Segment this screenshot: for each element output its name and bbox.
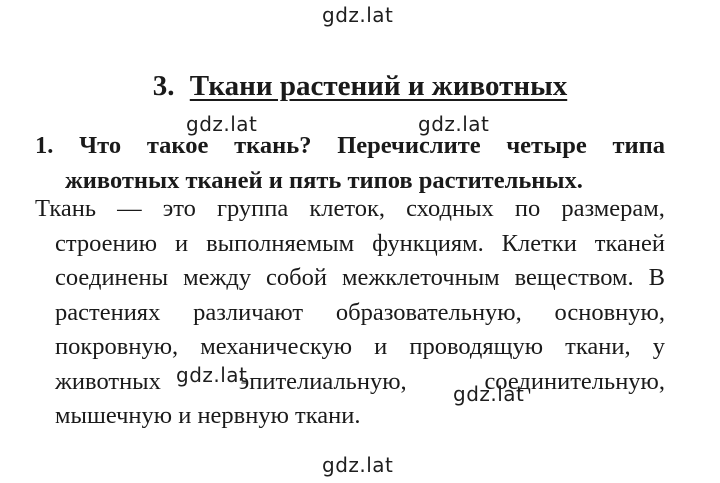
- answer-word: соединительную,: [484, 367, 665, 395]
- answer-line: [35, 192, 665, 227]
- answer-word: размерам,: [561, 195, 665, 222]
- answer-word: это: [162, 195, 196, 222]
- answer-line: [35, 365, 665, 400]
- answer-word: межклеточным: [341, 264, 500, 291]
- answer-word: выполняемым: [206, 229, 355, 257]
- answer-word: строению: [55, 229, 158, 257]
- answer-word: у: [652, 333, 665, 360]
- question-word: типа: [612, 132, 665, 159]
- question-word: такое: [146, 132, 209, 159]
- answer-word: —: [117, 195, 142, 222]
- answer-line: мышечную и нервную ткани.: [55, 402, 361, 429]
- answer-word: функциям.: [372, 229, 484, 257]
- watermark: gdz.lat: [186, 112, 258, 136]
- question-word: Перечислите: [337, 132, 481, 159]
- answer-word: сходных: [406, 195, 494, 222]
- answer-word: между: [183, 264, 252, 291]
- answer-word: растениях: [55, 298, 161, 326]
- section-number: 3.: [152, 70, 175, 102]
- answer-word: проводящую: [409, 333, 544, 360]
- answer-word: различают: [193, 298, 304, 326]
- watermark: gdz.lat: [176, 363, 248, 387]
- answer-word: Клетки: [501, 229, 577, 257]
- answer-word: и: [374, 333, 388, 360]
- question-word: четыре: [506, 132, 587, 159]
- watermark: gdz.lat: [453, 382, 525, 406]
- answer-word: образовательную,: [335, 298, 522, 326]
- watermark: gdz.lat: [322, 453, 394, 477]
- answer-word: собой: [266, 264, 327, 291]
- section-title: Ткани растений и животных: [189, 70, 568, 102]
- answer-word: В: [648, 264, 665, 291]
- answer-line: [35, 296, 665, 331]
- answer-word: соединены: [55, 264, 169, 291]
- answer-word: клеток,: [309, 195, 386, 222]
- answer-word: Ткань: [35, 195, 97, 222]
- answer-word: группа: [216, 195, 289, 222]
- watermark: gdz.lat: [418, 112, 490, 136]
- question-word: Что: [79, 132, 122, 159]
- question-line-2: животных тканей и пять типов растительных.: [65, 167, 583, 194]
- answer-line: [35, 330, 665, 365]
- question-line-1: [35, 128, 665, 163]
- answer-line: [35, 227, 665, 262]
- answer-word: механическую: [200, 333, 353, 360]
- question-block: [35, 128, 665, 198]
- answer-word: по: [514, 195, 541, 222]
- question-word: ткань?: [234, 132, 312, 159]
- question-number: 1.: [35, 132, 54, 159]
- answer-paragraph: [35, 192, 665, 434]
- watermark: gdz.lat: [322, 3, 394, 27]
- answer-word: тканей: [594, 229, 665, 257]
- answer-word: покровную,: [55, 333, 179, 360]
- answer-word: веществом.: [514, 264, 634, 291]
- answer-word: эпителиальную,: [238, 367, 407, 395]
- answer-word: основную,: [554, 298, 665, 326]
- answer-line: [35, 261, 665, 296]
- section-heading: [0, 70, 720, 103]
- answer-word: и: [175, 229, 189, 257]
- answer-word: ткани,: [565, 333, 631, 360]
- answer-word: животных: [55, 367, 161, 395]
